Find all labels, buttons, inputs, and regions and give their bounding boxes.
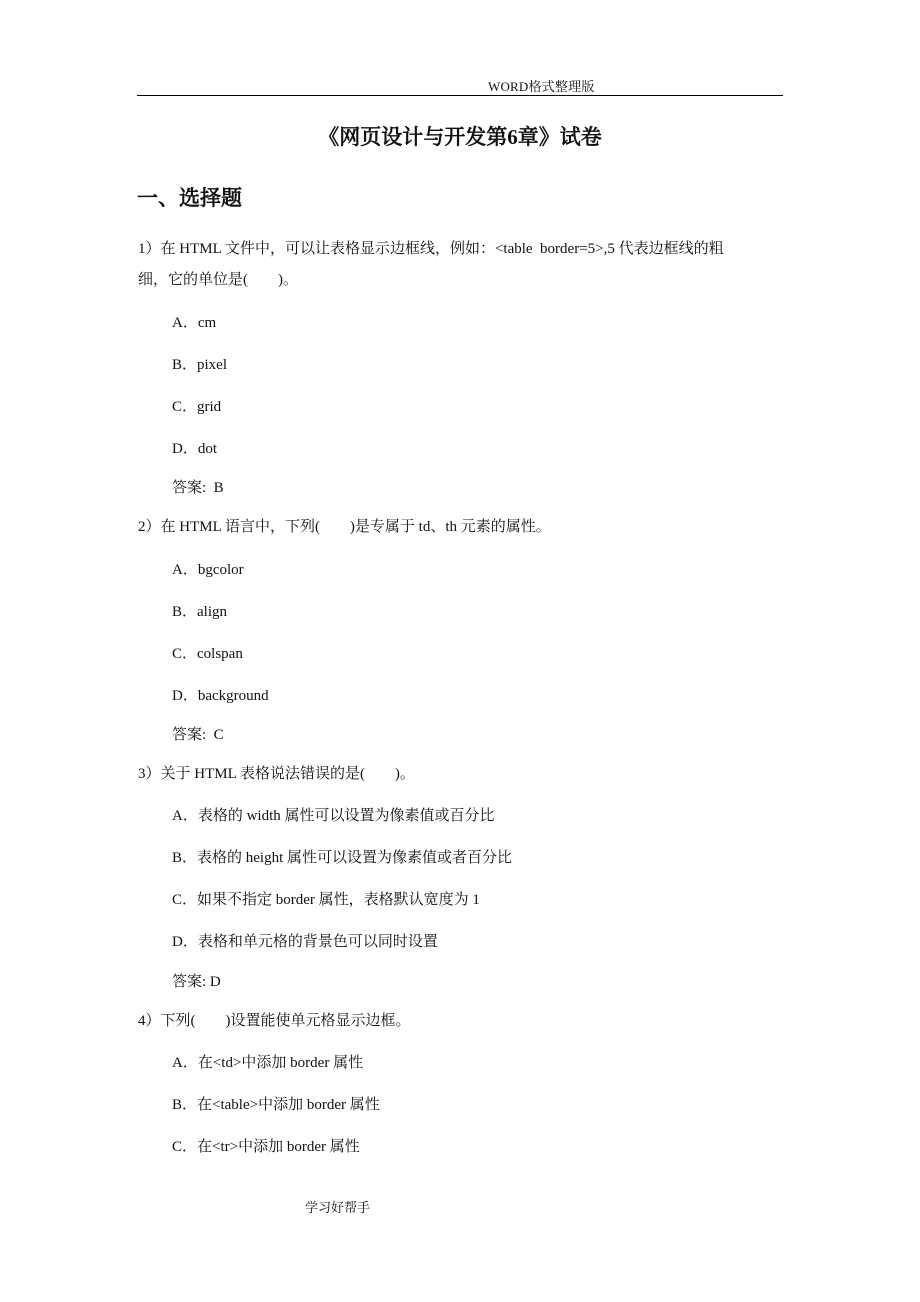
question-3-answer: 答案: D (172, 974, 221, 990)
question-3-option-d: D．表格和单元格的背景色可以同时设置 (172, 934, 438, 950)
page-footer: 学习好帮手 (305, 1200, 371, 1215)
question-2-option-c: C．colspan (172, 646, 243, 662)
header-rule (137, 95, 783, 96)
question-4-line-1: 4）下列( )设置能使单元格显示边框。 (138, 1013, 411, 1029)
question-2-option-a: A．bgcolor (172, 562, 244, 578)
question-3-line-1: 3）关于 HTML 表格说法错误的是( )。 (138, 766, 415, 782)
question-4-option-b: B．在<table>中添加 border 属性 (172, 1097, 380, 1113)
question-1-option-d: D．dot (172, 441, 218, 457)
question-1-line-2: 细，它的单位是( )。 (138, 272, 298, 288)
question-1-answer: 答案: B (172, 480, 224, 496)
question-2-line-1: 2）在 HTML 语言中，下列( )是专属于 td、th 元素的属性。 (138, 519, 551, 535)
section-heading: 一、选择题 (137, 186, 242, 210)
question-1-option-a: A．cm (172, 315, 217, 331)
question-2-option-d: D．background (172, 688, 269, 704)
question-1-option-b: B．pixel (172, 357, 227, 373)
question-3-option-b: B．表格的 height 属性可以设置为像素值或者百分比 (172, 850, 512, 866)
question-3-option-a: A．表格的 width 属性可以设置为像素值或百分比 (172, 808, 495, 824)
question-4-option-c: C．在<tr>中添加 border 属性 (172, 1139, 360, 1155)
document-title: 《网页设计与开发第6章》试卷 (318, 125, 602, 149)
question-2-answer: 答案: C (172, 727, 224, 743)
question-1-option-c: C．grid (172, 399, 222, 415)
question-2-option-b: B．align (172, 604, 227, 620)
question-1-line-1: 1）在 HTML 文件中，可以让表格显示边框线，例如：<table border=5>,5 代表边框线的粗 (138, 241, 724, 257)
question-4-option-a: A．在<td>中添加 border 属性 (172, 1055, 364, 1071)
page-header: WORD格式整理版 (488, 79, 595, 94)
question-3-option-c: C．如果不指定 border 属性，表格默认宽度为 1 (172, 892, 480, 908)
